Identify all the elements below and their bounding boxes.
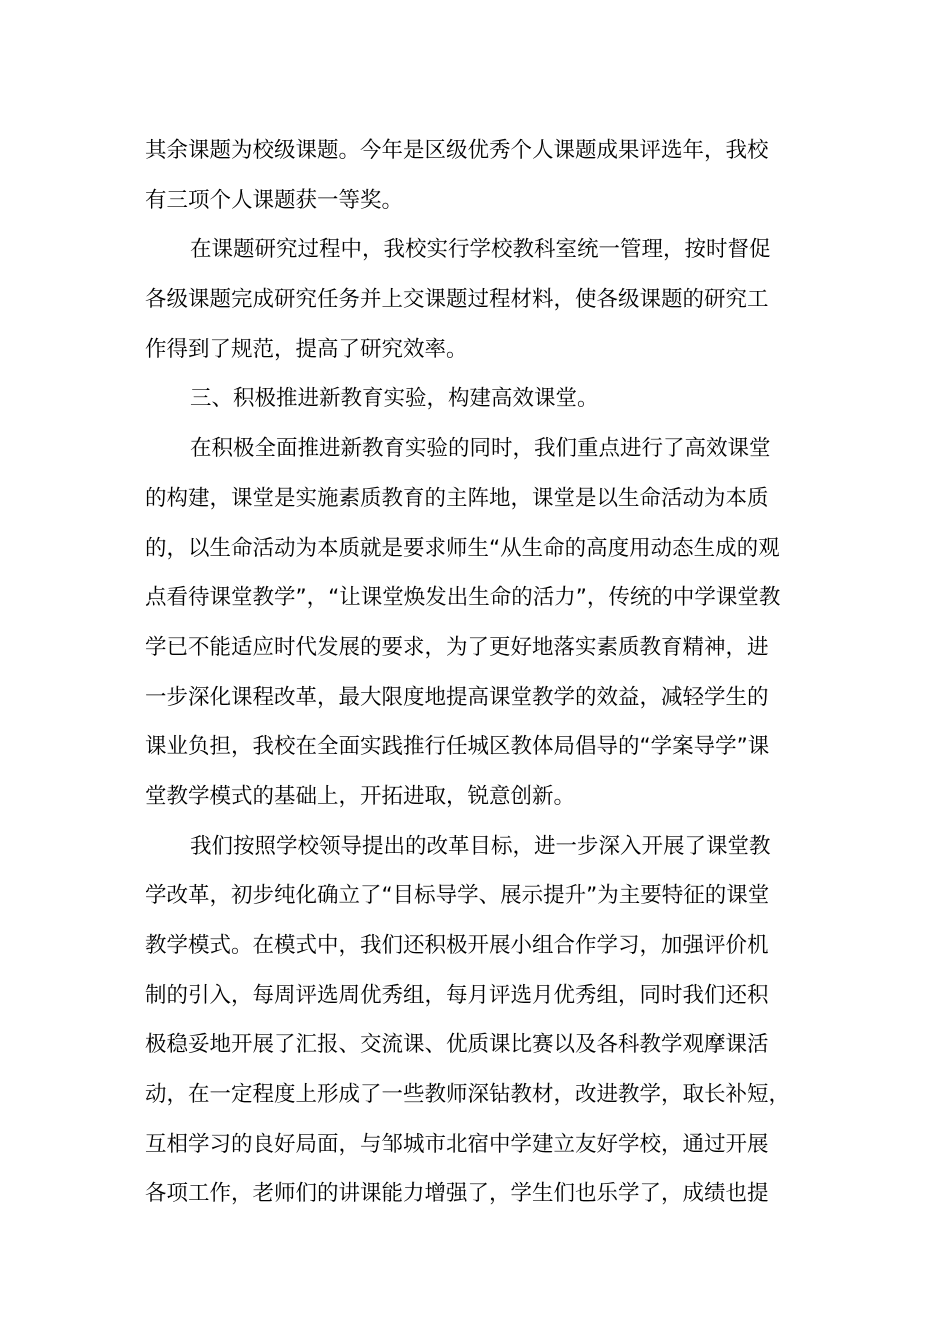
text-line: 教学模式。在模式中，我们还积极开展小组合作学习，加强评价机	[145, 933, 769, 958]
text-line: 在积极全面推进新教育实验的同时，我们重点进行了高效课堂	[190, 436, 771, 462]
text-line: 学改革，初步纯化确立了“目标导学、展示提升”为主要特征的课堂	[145, 883, 770, 909]
text-line: 点看待课堂教学”，“让课堂焕发出生命的活力”，传统的中学课堂教	[145, 585, 781, 611]
text-line: 各级课题完成研究任务并上交课题过程材料，使各级课题的研究工	[145, 287, 769, 313]
text-line: 学已不能适应时代发展的要求，为了更好地落实素质教育精神，进	[145, 634, 769, 660]
text-line: 制的引入，每周评选周优秀组，每月评选月优秀组，同时我们还积	[145, 982, 769, 1008]
text-line: 各项工作，老师们的讲课能力增强了，学生们也乐学了，成绩也提	[145, 1181, 769, 1207]
text-line: 作得到了规范，提高了研究效率。	[145, 336, 468, 362]
text-line: 堂教学模式的基础上，开拓进取，锐意创新。	[145, 783, 576, 809]
text-line: 课业负担，我校在全面实践推行任城区教体局倡导的“学案导学”课	[145, 734, 770, 760]
section-heading: 三、积极推进新教育实验，构建高效课堂。	[190, 386, 599, 412]
text-line: 其余课题为校级课题。今年是区级优秀个人课题成果评选年，我校	[145, 138, 769, 163]
text-line: 极稳妥地开展了汇报、交流课、优质课比赛以及各科教学观摩课活	[145, 1032, 769, 1058]
text-line: 一步深化课程改革，最大限度地提高课堂教学的效益，减轻学生的	[145, 684, 769, 710]
text-line: 我们按照学校领导提出的改革目标，进一步深入开展了课堂教	[190, 833, 771, 859]
text-line: 动，在一定程度上形成了一些教师深钻教材，改进教学，取长补短，	[145, 1082, 791, 1108]
text-line: 在课题研究过程中，我校实行学校教科室统一管理，按时督促	[190, 237, 771, 263]
document-body	[145, 126, 845, 1219]
text-line: 的构建，课堂是实施素质教育的主阵地，课堂是以生命活动为本质	[145, 485, 769, 511]
text-line: 的，以生命活动为本质就是要求师生“从生命的高度用动态生成的观	[145, 535, 780, 561]
text-line: 互相学习的良好局面，与邹城市北宿中学建立友好学校，通过开展	[145, 1131, 769, 1157]
text-line: 有三项个人课题获一等奖。	[145, 187, 404, 213]
